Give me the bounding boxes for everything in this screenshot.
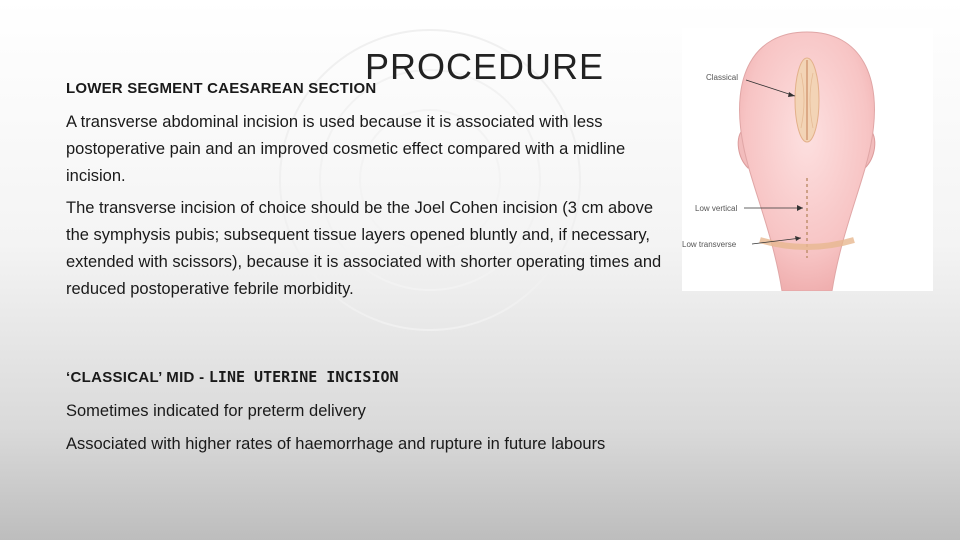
paragraph-transverse-incision: A transverse abdominal incision is used because it is associated with less postoperative pain and an improved cosmetic effect compared with a midline incision.	[66, 113, 626, 185]
label-classical: Classical	[706, 73, 739, 82]
classical-heading-part1: ‘CLASSICAL’ MID -	[66, 369, 209, 386]
slide-subtitle: LOWER SEGMENT CAESAREAN SECTION	[66, 80, 377, 97]
paragraph-preterm: Sometimes indicated for preterm delivery	[66, 402, 366, 420]
uterus-diagram	[682, 28, 933, 291]
label-low-transverse: Low transverse	[682, 240, 737, 249]
uterine-incisions-figure	[682, 28, 933, 291]
classical-incision-heading	[66, 368, 399, 386]
classical-heading-part2: LINE UTERINE INCISION	[208, 368, 399, 386]
slide-title: PROCEDURE	[365, 46, 605, 87]
paragraph-haemorrhage: Associated with higher rates of haemorrhage and rupture in future labours	[66, 435, 606, 453]
paragraph-joel-cohen: The transverse incision of choice should be the Joel Cohen incision (3 cm above the symphysis pubis; subsequent tissue layers opened bluntly and, if necessary, extended with scissors), because it is associated with shorter operating times and reduced postoperative febrile morbidity.	[66, 199, 662, 298]
label-low-vertical: Low vertical	[695, 204, 738, 213]
